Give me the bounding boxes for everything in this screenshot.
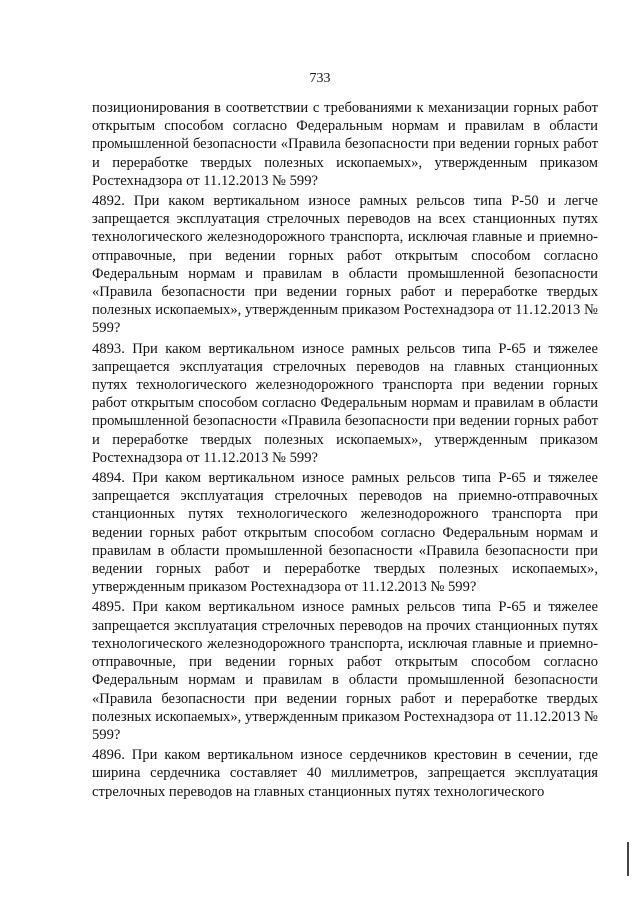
scan-edge-mark [627, 842, 629, 876]
question-4892: 4892. При каком вертикальном износе рамных рельсов типа Р-50 и легче запрещается эксплуатация стрелочных переводов на всех станционных путях технологического железнодорожного транспорта, исключая главные и приемно-отправочные, при ведении горных работ открытым способом согласно Федеральным нормам и правилам в области промышленной безопасности «Правила безопасности при ведении горных работ и переработке твердых полезных ископаемых», утвержденным приказом Ростехнадзора от 11.12.2013 № 599? [92, 193, 598, 337]
page-number: 733 [309, 71, 331, 86]
question-4893: 4893. При каком вертикальном износе рамных рельсов типа Р-65 и тяжелее запрещается эксплуатация стрелочных переводов на главных станционных путях технологического железнодорожного транспорта при ведении горных работ открытым способом согласно Федеральным нормам и правилам в области промышленной безопасности «Правила безопасности при ведении горных работ и переработке твердых полезных ископаемых», утвержденным приказом Ростехнадзора от 11.12.2013 № 599? [92, 340, 598, 466]
paragraph-continuation: позиционирования в соответствии с требованиями к механизации горных работ открытым способом согласно Федеральным нормам и правилам в области промышленной безопасности «Правила безопасности при ведении горных работ и переработке твердых полезных ископаемых», утвержденным приказом Ростехнадзора от 11.12.2013 № 599? [92, 100, 598, 189]
document-body [92, 99, 598, 801]
question-4895: 4895. При каком вертикальном износе рамных рельсов типа Р-65 и тяжелее запрещается эксплуатация стрелочных переводов на прочих станционных путях технологического железнодорожного транспорта, исключая главные и приемно-отправочные, при ведении горных работ открытым способом согласно Федеральным нормам и правилам в области промышленной безопасности «Правила безопасности при ведении горных работ и переработке твердых полезных ископаемых», утвержденным приказом Ростехнадзора от 11.12.2013 № 599? [92, 599, 598, 743]
question-4894: 4894. При каком вертикальном износе рамных рельсов типа Р-65 и тяжелее запрещается эксплуатация стрелочных переводов на приемно-отправочных станционных путях технологического железнодорожного транспорта при ведении горных работ открытым способом согласно Федеральным нормам и правилам в области промышленной безопасности «Правила безопасности при ведении горных работ и переработке твердых полезных ископаемых», утвержденным приказом Ростехнадзора от 11.12.2013 № 599? [92, 470, 598, 596]
question-4896: 4896. При каком вертикальном износе сердечников крестовин в сечении, где ширина сердечника составляет 40 миллиметров, запрещается эксплуатация стрелочных переводов на главных станционных путях технологического [92, 747, 598, 800]
